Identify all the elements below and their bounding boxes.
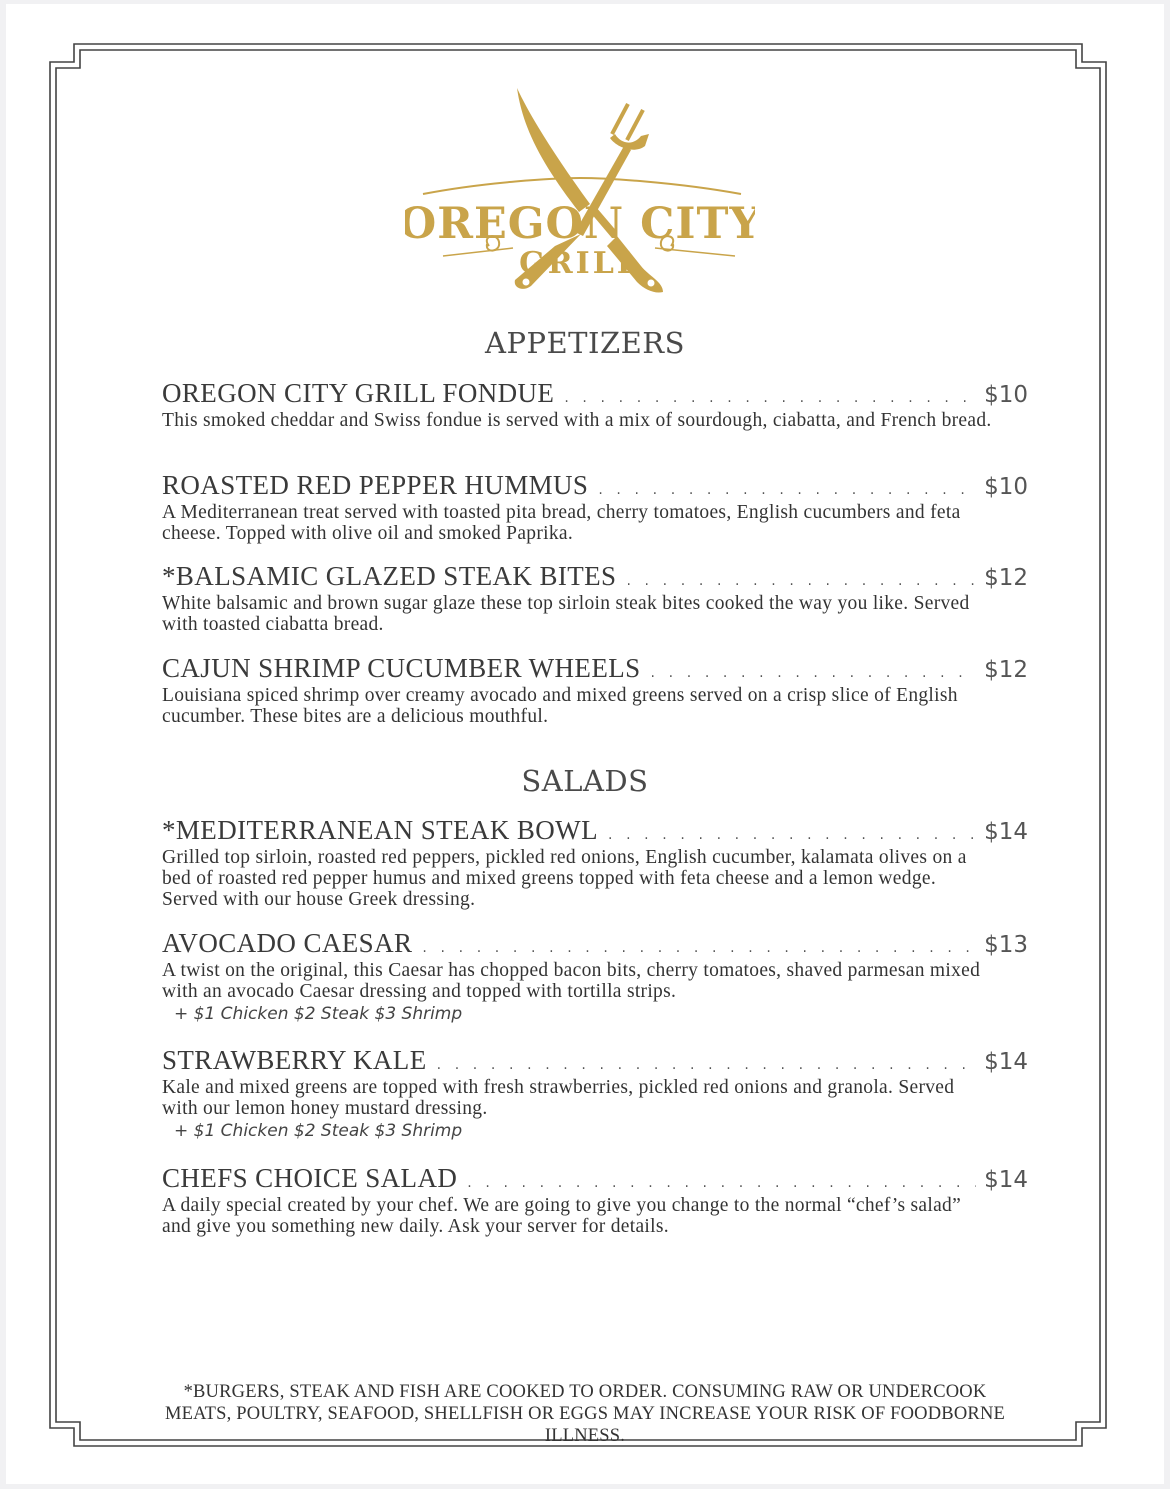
dot-leader bbox=[422, 940, 976, 956]
menu-item bbox=[162, 1163, 1028, 1237]
item-addon-options: + $1 Chicken $2 Steak $3 Shrimp bbox=[174, 1121, 463, 1141]
dot-leader bbox=[564, 390, 976, 406]
dot-leader bbox=[651, 665, 977, 681]
item-addon-options: + $1 Chicken $2 Steak $3 Shrimp bbox=[174, 1004, 463, 1024]
item-description: A Mediterranean treat served with toasted pita bread, cherry tomatoes, English cucumbers and feta cheese. Topped with olive oil and smoked Paprika. bbox=[162, 502, 961, 544]
menu-item bbox=[162, 653, 1028, 727]
item-name: *MEDITERRANEAN STEAK BOWL bbox=[162, 815, 598, 845]
menu-item bbox=[162, 378, 1028, 431]
item-name: *BALSAMIC GLAZED STEAK BITES bbox=[162, 561, 617, 591]
item-name: CHEFS CHOICE SALAD bbox=[162, 1163, 458, 1193]
consumer-advisory-notice: *BURGERS, STEAK AND FISH ARE COOKED TO ORDER. CONSUMING RAW OR UNDERCOOK MEATS, POULTRY, SEAFOOD, SHELLFISH OR EGGS MAY INCREASE YOUR RISK OF FOODBORNE ILLNESS. bbox=[164, 1382, 1005, 1446]
dot-leader bbox=[626, 573, 976, 589]
item-description: Louisiana spiced shrimp over creamy avocado and mixed greens served on a crisp slice of English cucumber. These bites are a delicious mouthful. bbox=[162, 685, 958, 727]
menu-item bbox=[162, 815, 1028, 910]
item-price: $10 bbox=[984, 382, 1028, 408]
oregon-city-grill-logo bbox=[405, 86, 755, 301]
menu-item bbox=[162, 470, 1028, 544]
item-description: This smoked cheddar and Swiss fondue is served with a mix of sourdough, ciabatta, and French bread. bbox=[162, 410, 992, 431]
item-name: AVOCADO CAESAR bbox=[162, 928, 413, 958]
item-price: $14 bbox=[984, 1049, 1028, 1075]
dot-leader bbox=[608, 827, 976, 843]
item-price: $14 bbox=[984, 819, 1028, 845]
dot-leader bbox=[467, 1175, 976, 1191]
menu-item bbox=[162, 1045, 1028, 1141]
item-price: $10 bbox=[984, 474, 1028, 500]
item-price: $12 bbox=[984, 657, 1028, 683]
section-title-appetizers: APPETIZERS bbox=[485, 326, 685, 360]
item-price: $12 bbox=[984, 565, 1028, 591]
menu-item bbox=[162, 561, 1028, 635]
item-description: White balsamic and brown sugar glaze these top sirloin steak bites cooked the way you like. Served with toasted ciabatta bread. bbox=[162, 593, 970, 635]
dot-leader bbox=[437, 1057, 976, 1073]
logo-text-line1: OREGON CITY bbox=[405, 199, 755, 249]
menu-item bbox=[162, 928, 1028, 1024]
dot-leader bbox=[598, 482, 976, 498]
item-name: ROASTED RED PEPPER HUMMUS bbox=[162, 470, 589, 500]
item-description: Kale and mixed greens are topped with fresh strawberries, pickled red onions and granola. Served with our lemon honey mustard dressing. bbox=[162, 1077, 955, 1119]
item-price: $14 bbox=[984, 1167, 1028, 1193]
item-name: CAJUN SHRIMP CUCUMBER WHEELS bbox=[162, 653, 641, 683]
item-price: $13 bbox=[984, 932, 1028, 958]
section-title-salads: SALADS bbox=[521, 764, 649, 798]
item-description: A daily special created by your chef. We are going to give you change to the normal “chef’s salad” and give you something new daily. Ask your server for details. bbox=[162, 1195, 962, 1237]
item-name: STRAWBERRY KALE bbox=[162, 1045, 427, 1075]
item-name: OREGON CITY GRILL FONDUE bbox=[162, 378, 555, 408]
logo-text-line2: GRILL bbox=[519, 246, 641, 281]
item-description: Grilled top sirloin, roasted red peppers, pickled red onions, English cucumber, kalamata olives on a bed of roasted red pepper humus and mixed greens topped with feta cheese and a lemon wedge. Served with our house Greek dressing. bbox=[162, 847, 967, 910]
item-description: A twist on the original, this Caesar has chopped bacon bits, cherry tomatoes, shaved parmesan mixed with an avocado Caesar dressing and topped with tortilla strips. bbox=[162, 960, 981, 1002]
